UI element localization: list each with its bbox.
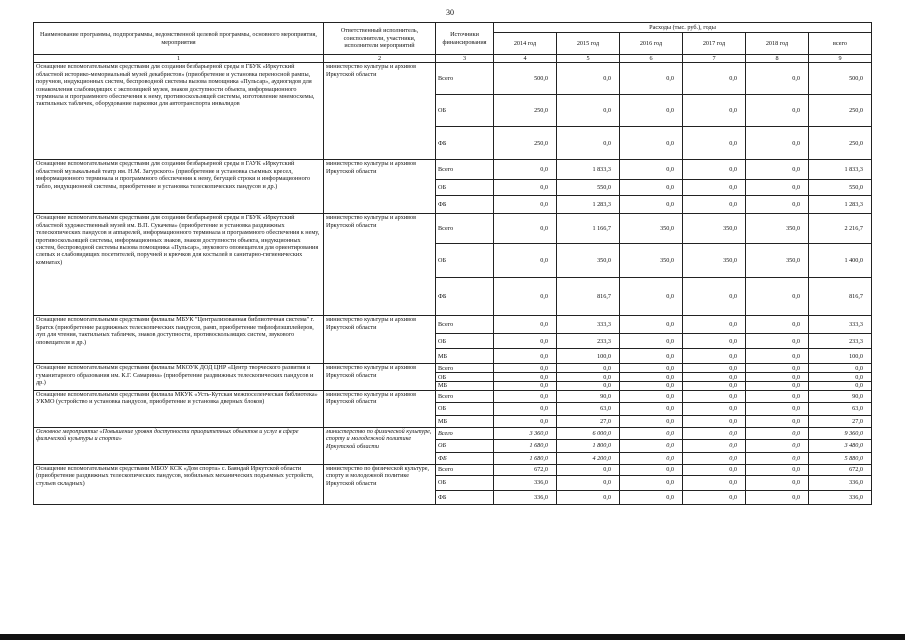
activity-name: Оснащение вспомогательными средствами филиалы МБУК "Централизованная библиотечная система" г. Братск (приобретение раздвижных телескопических пандусов, рамп, приобретение тифлофлэшплейеров, луп для чтения, тактильных табличек, знаков доступности, противоскользящих систем, звукового оповещателя и др.) [34,316,324,364]
amount-year: 0,0 [494,382,557,390]
amount-year: 0,0 [746,475,809,490]
amount-year: 0,0 [620,180,683,196]
amount-year: 672,0 [494,464,557,475]
amount-year: 0,0 [683,349,746,364]
amount-year: 1 800,0 [557,439,620,452]
amount-total: 2 216,7 [809,214,872,244]
amount-year: 0,0 [557,373,620,382]
amount-year: 500,0 [494,63,557,95]
amount-year: 0,0 [620,464,683,475]
executor: министерство культуры и архивов Иркутской области [324,390,436,427]
funding-source: Всего [436,390,494,402]
amount-year: 0,0 [746,95,809,127]
activity-name: Оснащение вспомогательными средствами МБОУ КСК «Дом спорта» с. Баяндай Иркутской области (приобретение раздвижных телескопических пандусов, мобильных механических подъемных устройств, стульев складных) [34,464,324,504]
funding-source: ОБ [436,95,494,127]
index-cell: 1 [34,55,324,63]
amount-year: 0,0 [683,415,746,427]
amount-year: 0,0 [683,160,746,180]
amount-year: 350,0 [683,244,746,278]
amount-year: 0,0 [557,95,620,127]
amount-year: 816,7 [557,278,620,316]
activity-name: Оснащение вспомогательными средствами филиалы МКОУК ДОД ЦНР «Центр творческого развития и гуманитарного образования им. К.Г. Самарина» (приобретение раздвижных телескопических пандусов и др.) [34,364,324,390]
amount-year: 0,0 [746,452,809,464]
table-row [34,316,872,334]
amount-year: 0,0 [746,160,809,180]
amount-year: 0,0 [746,382,809,390]
table-row [34,464,872,475]
amount-year: 0,0 [620,439,683,452]
amount-year: 0,0 [620,427,683,439]
amount-year: 0,0 [620,334,683,349]
amount-year: 0,0 [683,490,746,504]
funding-source: ФБ [436,127,494,160]
funding-source: Всего [436,160,494,180]
amount-year: 333,3 [557,316,620,334]
amount-year: 0,0 [620,196,683,214]
amount-year: 0,0 [620,127,683,160]
amount-year: 0,0 [494,415,557,427]
executor: министерство по физической культуре, спорту и молодежной политике Иркутской области [324,427,436,464]
header-name: Наименование программы, подпрограммы, ведомственной целевой программы, основного мероприятия, мероприятия [34,23,324,55]
amount-total: 90,0 [809,390,872,402]
amount-year: 0,0 [683,427,746,439]
index-cell: 4 [494,55,557,63]
funding-source: Всего [436,214,494,244]
executor: министерство культуры и архивов Иркутской области [324,214,436,316]
amount-year: 350,0 [683,214,746,244]
amount-year: 0,0 [620,278,683,316]
amount-year: 336,0 [494,475,557,490]
amount-year: 0,0 [683,127,746,160]
amount-year: 0,0 [620,490,683,504]
activity-name: Основное мероприятие «Повышение уровня доступности приоритетных объектов и услуг в сфере физической культуры и спорта» [34,427,324,464]
amount-total: 250,0 [809,95,872,127]
amount-year: 1 680,0 [494,439,557,452]
amount-year: 0,0 [557,464,620,475]
executor: министерство культуры и архивов Иркутской области [324,160,436,214]
amount-year: 0,0 [683,439,746,452]
amount-year: 0,0 [683,63,746,95]
index-cell: 9 [809,55,872,63]
amount-year: 0,0 [620,390,683,402]
amount-year: 0,0 [620,63,683,95]
header-year: 2017 год [683,33,746,55]
amount-year: 0,0 [746,490,809,504]
amount-year: 0,0 [494,244,557,278]
funding-source: Всего [436,364,494,373]
amount-year: 550,0 [557,180,620,196]
funding-source: ОБ [436,402,494,415]
amount-year: 0,0 [557,364,620,373]
funding-source: ОБ [436,373,494,382]
header-source: Источники финансирования [436,23,494,55]
amount-year: 0,0 [746,349,809,364]
funding-source: ОБ [436,180,494,196]
amount-year: 0,0 [746,373,809,382]
amount-year: 0,0 [620,452,683,464]
amount-year: 1 833,3 [557,160,620,180]
amount-year: 0,0 [683,95,746,127]
amount-year: 0,0 [494,334,557,349]
amount-year: 0,0 [683,390,746,402]
table-row [34,390,872,402]
amount-year: 250,0 [494,95,557,127]
amount-year: 0,0 [620,382,683,390]
header-year: 2015 год [557,33,620,55]
amount-year: 0,0 [620,349,683,364]
amount-total: 0,0 [809,364,872,373]
funding-source: Всего [436,427,494,439]
amount-total: 672,0 [809,464,872,475]
amount-year: 0,0 [620,402,683,415]
amount-year: 0,0 [746,427,809,439]
amount-year: 0,0 [620,373,683,382]
amount-year: 336,0 [494,490,557,504]
amount-year: 0,0 [494,160,557,180]
header-costs: Расходы (тыс. руб.), годы [494,23,872,33]
funding-source: Всего [436,63,494,95]
amount-total: 100,0 [809,349,872,364]
amount-year: 3 360,0 [494,427,557,439]
amount-year: 100,0 [557,349,620,364]
amount-year: 0,0 [620,475,683,490]
expenses-table [33,22,872,505]
amount-year: 0,0 [557,127,620,160]
funding-source: МБ [436,349,494,364]
amount-year: 1 283,3 [557,196,620,214]
header-total: всего [809,33,872,55]
amount-year: 350,0 [557,244,620,278]
amount-year: 0,0 [494,278,557,316]
amount-year: 0,0 [557,490,620,504]
funding-source: ОБ [436,334,494,349]
funding-source: Всего [436,464,494,475]
amount-year: 4 200,0 [557,452,620,464]
amount-year: 0,0 [746,334,809,349]
amount-year: 0,0 [620,95,683,127]
amount-year: 0,0 [494,180,557,196]
amount-total: 9 360,0 [809,427,872,439]
executor: министерство по физической культуре, спорту и молодежной политике Иркутской области [324,464,436,504]
amount-year: 0,0 [494,402,557,415]
amount-year: 233,3 [557,334,620,349]
amount-year: 0,0 [494,364,557,373]
amount-year: 0,0 [683,334,746,349]
table-row [34,364,872,373]
amount-total: 1 283,3 [809,196,872,214]
amount-year: 90,0 [557,390,620,402]
activity-name: Оснащение вспомогательными средствами для создания безбарьерной среды в ГАУК «Иркутский областной музыкальный театр им. Н.М. Загурского» (приобретение и установка съемных кресел, информационного терминала и программного обеспечения к нему, бегущей строки и информационного табло, индукционной системы, приобретение и установка телескопических пандусов и др.) [34,160,324,214]
amount-total: 63,0 [809,402,872,415]
table-row [34,63,872,95]
amount-total: 27,0 [809,415,872,427]
table-row [34,427,872,439]
index-cell: 2 [324,55,436,63]
amount-year: 0,0 [683,464,746,475]
header-year: 2016 год [620,33,683,55]
amount-year: 0,0 [746,364,809,373]
amount-total: 333,3 [809,316,872,334]
amount-year: 0,0 [683,373,746,382]
funding-source: ОБ [436,439,494,452]
amount-year: 0,0 [746,196,809,214]
amount-year: 0,0 [746,316,809,334]
amount-year: 0,0 [683,475,746,490]
amount-year: 0,0 [683,402,746,415]
amount-year: 0,0 [494,214,557,244]
amount-year: 0,0 [746,439,809,452]
amount-year: 0,0 [683,452,746,464]
amount-total: 336,0 [809,490,872,504]
funding-source: МБ [436,382,494,390]
amount-total: 816,7 [809,278,872,316]
amount-total: 233,3 [809,334,872,349]
amount-year: 63,0 [557,402,620,415]
amount-year: 0,0 [683,382,746,390]
page-number: 30 [446,8,454,17]
amount-year: 350,0 [746,244,809,278]
amount-year: 0,0 [557,475,620,490]
amount-year: 6 000,0 [557,427,620,439]
index-cell: 5 [557,55,620,63]
amount-total: 5 880,0 [809,452,872,464]
activity-name: Оснащение вспомогательными средствами для создания безбарьерной среды в ГБУК «Иркутский областной художественный музей им. В.П. Сукачева» (приобретение и установка раздвижных телескопических пандусов и аппарелей, информационного терминала и программного обеспечения к нему, противоскользящей системы, информационных знаков, знаков доступности объекта, индукционных систем, беспроводной системы вызова помощника «Пульсар», звукового оповещателя для ориентирования слепых и слабовидящих посетителей, поручней и крючков для костылей в санитарно-гигиенических комнатах) [34,214,324,316]
table-row [34,160,872,180]
amount-year: 0,0 [494,349,557,364]
funding-source: ФБ [436,278,494,316]
amount-year: 0,0 [683,180,746,196]
funding-source: Всего [436,316,494,334]
amount-year: 0,0 [683,316,746,334]
amount-total: 500,0 [809,63,872,95]
amount-year: 0,0 [683,196,746,214]
amount-year: 0,0 [494,390,557,402]
header-year: 2014 год [494,33,557,55]
header-executor: Ответственный исполнитель, соисполнители, участники, исполнители мероприятий [324,23,436,55]
amount-year: 27,0 [557,415,620,427]
amount-total: 3 480,0 [809,439,872,452]
executor: министерство культуры и архивов Иркутской области [324,364,436,390]
table-row [34,214,872,244]
amount-year: 0,0 [746,127,809,160]
amount-total: 1 833,3 [809,160,872,180]
activity-name: Оснащение вспомогательными средствами филиала МКУК «Усть-Кутская межпоселенческая библиотека» УКМО (устройство и установка пандусов, приобретение и установка дверных блоков) [34,390,324,427]
activity-name: Оснащение вспомогательными средствами для создания безбарьерной среды в ГБУК «Иркутский областной историко-мемориальный музей декабристов» (приобретение и установка переносной рампы, поручнов, индукционных систем, беспроводной системы вызова помощника «Пульсар», аудиогидов для ознакомления слабовидящих с экспозицией музея, знаков доступности объекта, информационного терминала и программного обеспечения к нему, противоскользящей системы, изготовление мнемосхемы, тактильных табличек, оборудование парковки для автотранспорта инвалидов [34,63,324,160]
amount-total: 550,0 [809,180,872,196]
funding-source: ФБ [436,196,494,214]
table-body [34,63,872,504]
scan-edge [0,634,905,640]
funding-source: ФБ [436,490,494,504]
amount-year: 350,0 [746,214,809,244]
index-cell: 6 [620,55,683,63]
funding-source: МБ [436,415,494,427]
amount-total: 0,0 [809,382,872,390]
amount-year: 0,0 [746,180,809,196]
amount-year: 0,0 [620,364,683,373]
amount-year: 0,0 [620,160,683,180]
amount-year: 0,0 [620,415,683,427]
amount-year: 0,0 [620,316,683,334]
amount-year: 0,0 [557,63,620,95]
amount-total: 250,0 [809,127,872,160]
amount-year: 0,0 [746,415,809,427]
amount-year: 0,0 [494,196,557,214]
amount-year: 0,0 [683,278,746,316]
funding-source: ОБ [436,244,494,278]
index-cell: 8 [746,55,809,63]
funding-source: ОБ [436,475,494,490]
amount-year: 1 166,7 [557,214,620,244]
amount-year: 0,0 [494,373,557,382]
amount-total: 336,0 [809,475,872,490]
amount-year: 0,0 [746,63,809,95]
amount-year: 250,0 [494,127,557,160]
header-year: 2018 год [746,33,809,55]
amount-year: 0,0 [557,382,620,390]
amount-year: 1 680,0 [494,452,557,464]
amount-year: 0,0 [746,390,809,402]
executor: министерство культуры и архивов Иркутской области [324,316,436,364]
index-cell: 3 [436,55,494,63]
amount-total: 0,0 [809,373,872,382]
amount-year: 350,0 [620,244,683,278]
index-cell: 7 [683,55,746,63]
executor: министерство культуры и архивов Иркутской области [324,63,436,160]
amount-total: 1 400,0 [809,244,872,278]
amount-year: 350,0 [620,214,683,244]
amount-year: 0,0 [494,316,557,334]
amount-year: 0,0 [746,402,809,415]
funding-source: ФБ [436,452,494,464]
amount-year: 0,0 [683,364,746,373]
amount-year: 0,0 [746,464,809,475]
amount-year: 0,0 [746,278,809,316]
